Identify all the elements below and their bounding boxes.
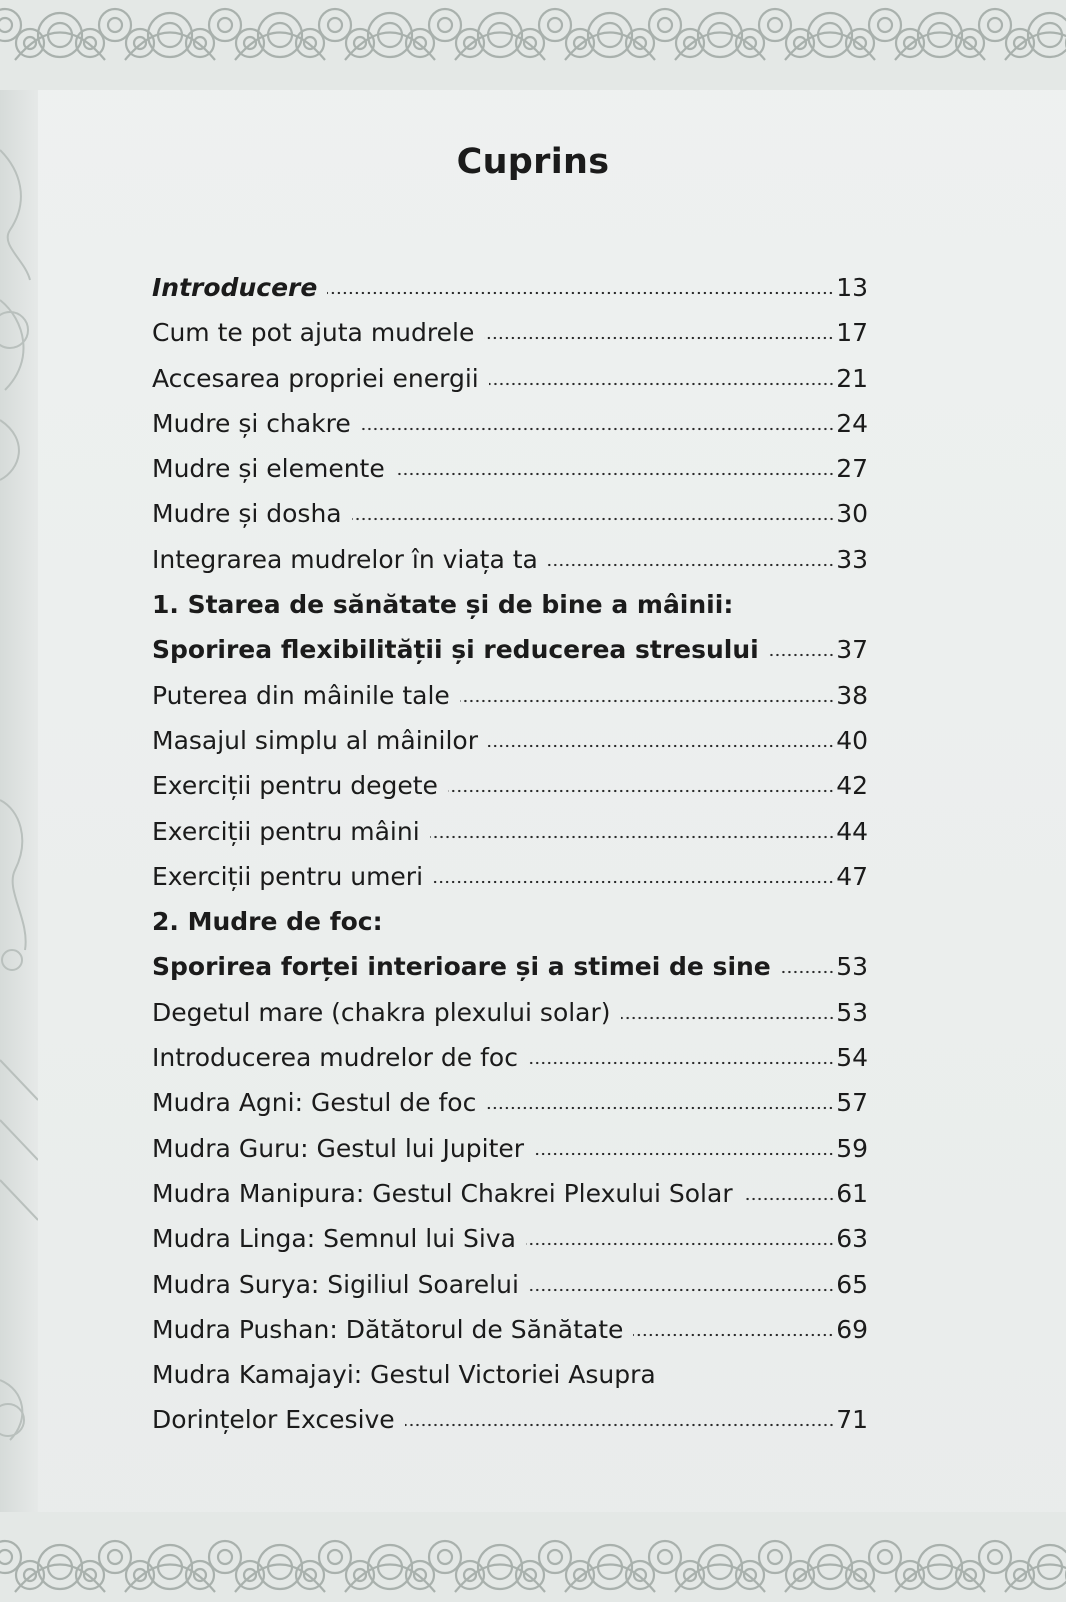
toc-entry-title: Mudra Guru: Gestul lui Jupiter [152, 1133, 525, 1163]
toc-dot-leader [528, 1060, 834, 1066]
toc-entry [152, 907, 868, 952]
toc-entry-title: Mudre și chakre [152, 408, 351, 438]
toc-entry [152, 1179, 868, 1224]
toc-page-number: 44 [836, 816, 868, 846]
toc-page-number: 13 [836, 273, 868, 302]
toc-dot-leader [395, 471, 834, 477]
toc-entry [152, 454, 868, 499]
toc-entry [152, 1043, 868, 1088]
toc-entry [152, 1224, 868, 1269]
toc-entry-title: Sporirea flexibilității și reducerea stresului [152, 635, 759, 665]
toc-entry-title: Introducerea mudrelor de foc [152, 1043, 518, 1073]
toc-page-number: 69 [836, 1314, 868, 1344]
toc-entry-title: 1. Starea de sănătate și de bine a mâinii: [152, 590, 734, 620]
toc-entry-title: 2. Mudre de foc: [152, 907, 383, 937]
toc-dot-leader [526, 1241, 834, 1247]
toc-entry-title: Degetul mare (chakra plexului solar) [152, 997, 611, 1027]
toc-entry-title: Mudra Linga: Semnul lui Siva [152, 1224, 516, 1254]
left-ornament-strip [0, 0, 38, 1600]
toc-entry [152, 681, 868, 726]
toc-page-number: 53 [836, 997, 868, 1027]
toc-dot-leader [781, 969, 834, 975]
toc-page-number: 27 [836, 454, 868, 484]
toc-entry-title: Mudre și dosha [152, 499, 342, 529]
toc-entry-title: Mudra Surya: Sigiliul Soarelui [152, 1269, 519, 1299]
toc-dot-leader [327, 290, 834, 296]
toc-entry [152, 726, 868, 771]
page-title: Cuprins [456, 142, 610, 182]
toc-entry [152, 1360, 868, 1405]
toc-page-number: 59 [836, 1133, 868, 1163]
toc-page-number: 54 [836, 1043, 868, 1073]
toc-dot-leader [621, 1015, 835, 1021]
toc-entry-title: Cum te pot ajuta mudrele [152, 318, 475, 348]
toc-dot-leader [489, 381, 834, 387]
toc-page-number: 17 [836, 318, 868, 348]
toc-page-number: 24 [836, 408, 868, 438]
toc-entry [152, 364, 868, 409]
toc-entry [152, 817, 868, 862]
toc-entry [152, 952, 868, 997]
toc-entry-title: Exerciții pentru umeri [152, 861, 424, 891]
toc-page-number: 53 [836, 952, 868, 982]
toc-dot-leader [460, 698, 834, 704]
toc-entry [152, 545, 868, 590]
toc-dot-leader [633, 1332, 834, 1338]
toc-entry [152, 862, 868, 907]
toc-dot-leader [769, 652, 834, 658]
toc-dot-leader [448, 788, 834, 794]
toc-dot-leader [484, 335, 834, 341]
toc-entry-title: Mudra Kamajayi: Gestul Victoriei Asupra [152, 1360, 656, 1390]
toc-entry [152, 635, 868, 680]
toc-entry [152, 998, 868, 1043]
toc-entry-title: Exerciții pentru degete [152, 771, 438, 801]
toc-page-number: 37 [836, 635, 868, 665]
toc-page-number: 71 [836, 1405, 868, 1435]
toc-page-number: 21 [836, 363, 868, 393]
toc-entry-title: Masajul simplu al mâinilor [152, 725, 478, 755]
toc-page-number: 47 [836, 861, 868, 891]
toc-entry [152, 409, 868, 454]
toc-dot-leader [534, 1151, 834, 1157]
toc-dot-leader [486, 1105, 834, 1111]
toc-entry [152, 318, 868, 363]
toc-page-number: 33 [836, 544, 868, 574]
toc-entry-title: Dorințelor Excesive [152, 1405, 395, 1435]
toc-entry [152, 1315, 868, 1360]
toc-entry [152, 1270, 868, 1315]
bottom-ornament-pattern [0, 1512, 1066, 1602]
toc-dot-leader [352, 516, 835, 522]
toc-entry [152, 499, 868, 544]
toc-entry-title: Introducere [152, 273, 318, 302]
toc-entry-title: Mudra Agni: Gestul de foc [152, 1088, 477, 1118]
toc-dot-leader [529, 1287, 834, 1293]
toc-dot-leader [433, 879, 834, 885]
table-of-contents [152, 273, 868, 1451]
top-ornament-border [0, 0, 1066, 90]
toc-page-number: 38 [836, 680, 868, 710]
toc-page-number: 40 [836, 725, 868, 755]
toc-entry [152, 1134, 868, 1179]
toc-entry [152, 590, 868, 635]
toc-entry [152, 273, 868, 318]
toc-page-number: 30 [836, 499, 868, 529]
toc-dot-leader [743, 1196, 835, 1202]
toc-entry-title: Mudra Pushan: Dătătorul de Sănătate [152, 1314, 624, 1344]
toc-page-number: 61 [836, 1178, 868, 1208]
toc-entry-title: Sporirea forței interioare și a stimei de sine [152, 952, 771, 982]
toc-page-number: 63 [836, 1224, 868, 1254]
toc-dot-leader [548, 562, 834, 568]
bottom-ornament-border [0, 1512, 1066, 1602]
toc-entry-title: Integrarea mudrelor în viața ta [152, 544, 538, 574]
toc-page-number: 65 [836, 1269, 868, 1299]
toc-entry-title: Accesarea propriei energii [152, 363, 479, 393]
toc-entry-title: Mudre și elemente [152, 454, 385, 484]
toc-entry-title: Exerciții pentru mâini [152, 816, 420, 846]
toc-dot-leader [361, 426, 834, 432]
left-ornament-art [0, 0, 38, 1600]
toc-entry-title: Puterea din mâinile tale [152, 680, 450, 710]
toc-entry [152, 1405, 868, 1450]
toc-entry-title: Mudra Manipura: Gestul Chakrei Plexului Solar [152, 1178, 733, 1208]
toc-dot-leader [488, 743, 834, 749]
top-ornament-pattern [0, 0, 1066, 90]
toc-dot-leader [430, 834, 835, 840]
toc-dot-leader [405, 1422, 834, 1428]
toc-page-number: 57 [836, 1088, 868, 1118]
toc-entry [152, 771, 868, 816]
toc-page-number: 42 [836, 771, 868, 801]
toc-entry [152, 1088, 868, 1133]
